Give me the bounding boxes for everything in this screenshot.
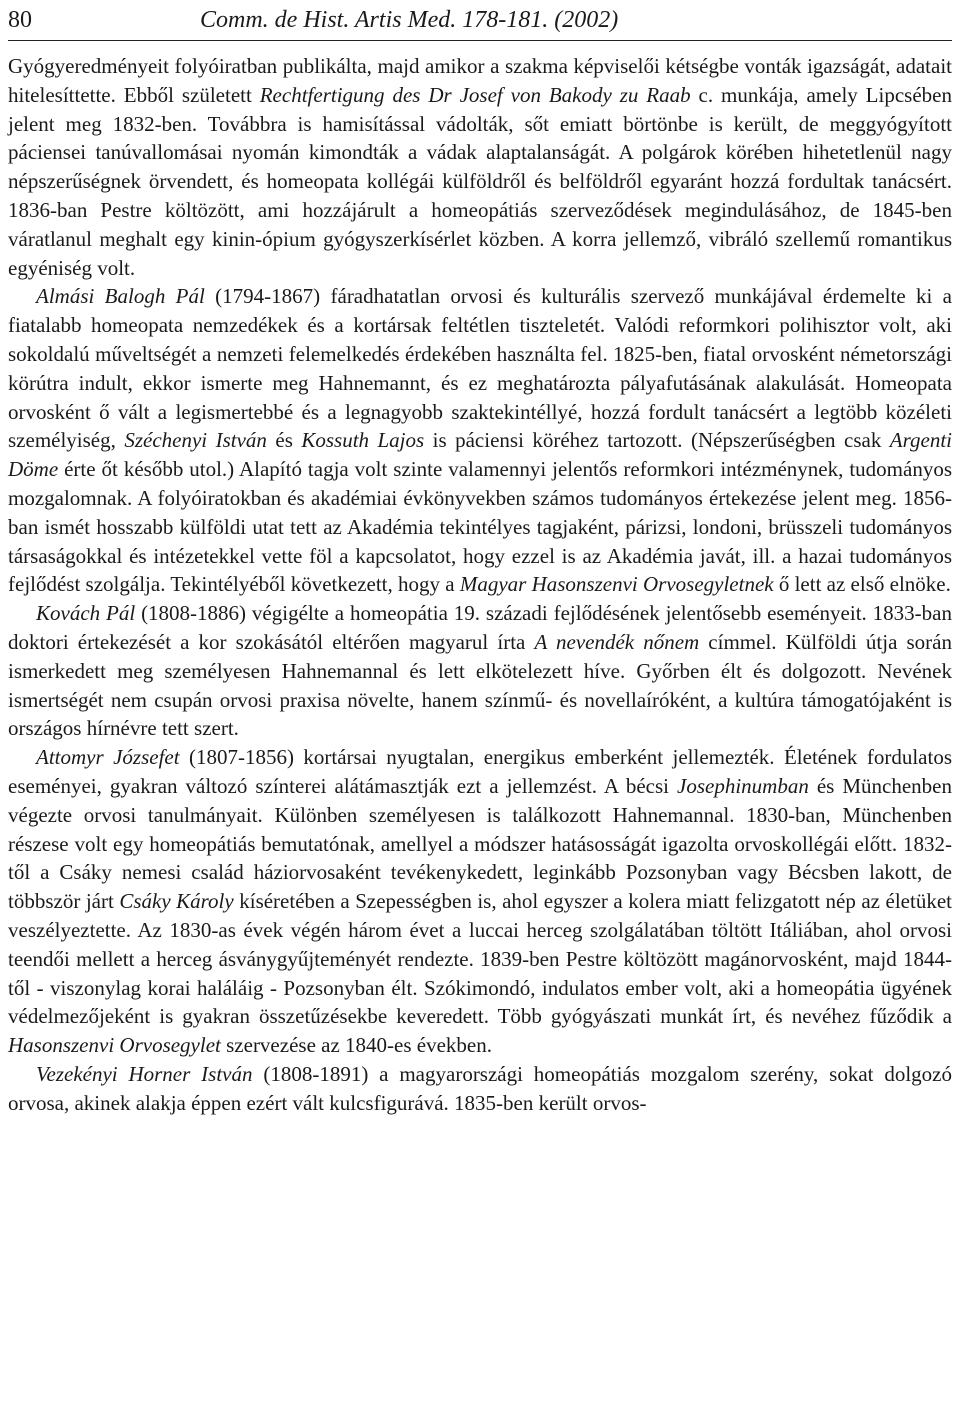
text-run: érte őt később utol.) Alapító tagja volt szinte valamennyi jelentős reformkori intézménynek, tudományos mozgalomnak. A folyóiratokban és akadémiai évkönyvekben számos tudományos értekezése jelent meg. 1856-ban ismét hosszabb külföldi utat tett az Akadémia tekintélyes tagjaként, párizsi, londoni, brüsszeli tudományos társaságokkal és intézetekkel vette föl a kapcsolatot, hogy ezzel is az Akadémia javát, ill. a hazai tudományos fejlődést szolgálja. Tekintélyéből következett, hogy a <box>8 457 952 597</box>
italic-run: Hasonszenvi Orvosegylet <box>8 1033 221 1058</box>
text-run: c. munkája, amely Lipcsében jelent meg 1832-ben. Továbbra is hamisítással vádolták, sőt emiatt börtönbe is került, de meggyógyított páciensei tanúvallomásai nyomán kimondták a vádak alaptalanságát. A polgárok körében hihetetlenül nagy népszerűségnek örvendett, és homeopata kollégái külföldről és belföldről egyaránt hozzá fordultak tanácsért. 1836-ban Pestre költözött, ami hozzájárult a homeopátiás szerveződések megindulásához, de 1845-ben váratlanul meghalt egy kinin-ópium gyógyszerkísérlet közben. A korra jellemző, vibráló szellemű romantikus egyéniség volt. <box>8 82 952 280</box>
italic-run: Csáky Károly <box>119 889 234 914</box>
text-run: szervezése az 1840-es években. <box>220 1033 492 1058</box>
text-run: (1808-1891) a magyarországi homeopátiás mozgalom szerény, sokat dolgozó orvosa, akinek alakja éppen ezért vált kulcsfigurává. 1835-ben került orvos- <box>8 1061 953 1115</box>
italic-run: Rechtfertigung des Dr Josef von Bakody zu Raab <box>259 82 691 107</box>
text-run: (1807-1856) kortársai nyugtalan, energikus emberként jellemezték. Életének fordulatos eseményei, gyakran változó színterei alátámasztják ezt a jellemzést. A bécsi <box>8 745 952 798</box>
body-text <box>8 52 952 1117</box>
paragraph <box>8 1060 952 1118</box>
italic-run: Attomyr Józsefet <box>36 745 180 770</box>
italic-run: Széchenyi István <box>124 428 267 453</box>
paragraph <box>8 282 952 599</box>
text-run: (1808-1886) végigélte a homeopátia 19. századi fejlődésének jelentősebb eseményeit. 1833-ban doktori értekezését a kor szokásától eltérően magyarul írta <box>8 601 952 654</box>
text-run: címmel. Külföldi útja során ismerkedett meg személyesen Hahnemannal és lett elkötelezett híve. Győrben élt és dolgozott. Nevének ismertségét nem csupán orvosi praxisa növelte, hanem színmű- és novellaíróként, a kultúra támogatójaként is országos hírnévre tett szert. <box>8 629 952 741</box>
page-number: 80 <box>8 7 32 33</box>
text-run: kíséretében a Szepességben is, ahol egyszer a kolera miatt felizgatott nép az életüket veszélyeztette. Az 1830-as évek végén három évet a luccai herceg szolgálatában töltött Itáliában, ahol orvosi teendői mellett a herceg ásványgyűjteményét rendezte. 1839-ben Pestre költözött magánorvosként, majd 1844-től - viszonylag korai haláláig - Pozsonyban élt. Szókimondó, indulatos ember volt, aki a homeopátia ügyének védelmezőjeként is gyakran összetűzésekbe keveredett. Több gyógyászati munkát írt, és nevéhez fűződik a <box>8 889 952 1029</box>
text-run: Gyógyeredményeit folyóiratban publikálta, majd amikor a szakma képviselői kétségbe vonták igazságát, adatait hitelesíttette. Ebből született <box>8 54 952 107</box>
running-title: Comm. de Hist. Artis Med. 178-181. (2002) <box>200 7 619 33</box>
italic-run: Magyar Hasonszenvi Orvosegyletnek <box>459 572 774 597</box>
paragraph <box>8 52 952 282</box>
italic-run: Kovách Pál <box>36 601 136 626</box>
paragraph <box>8 743 952 1060</box>
text-run: ő lett az első elnöke. <box>773 572 951 597</box>
text-run: is páciensi köréhez tartozott. (Népszerűségben csak <box>424 428 890 453</box>
italic-run: Josephinumban <box>677 773 809 798</box>
italic-run: A nevendék nőnem <box>534 629 700 654</box>
text-run: és <box>266 428 302 453</box>
italic-run: Argenti Döme <box>8 428 953 482</box>
italic-run: Almási Balogh Pál <box>36 284 205 309</box>
paragraph <box>8 599 952 743</box>
text-run: (1794-1867) fáradhatatlan orvosi és kulturális szervező munkájával érdemelte ki a fiatalabb homeopata nemzedékek és a kortársak feltétlen tiszteletét. Valódi reformkori polihisztor volt, aki sokoldalú műveltségét a nemzeti felemelkedés érdekében használta fel. 1825-ben, fiatal orvosként németországi körútra indult, ekkor ismerte meg Hahnemannt, és ez meghatározta pályafutásának alakulását. Homeopata orvosként ő vált a legismertebbé és a legnagyobb szaktekintéllyé, hozzá fordult tanácsért a legtöbb közéleti személyiség, <box>8 284 952 453</box>
italic-run: Kossuth Lajos <box>301 428 425 453</box>
text-run: és Münchenben végezte orvosi tanulmányait. Különben személyesen is találkozott Hahnemannal. 1830-ban, Münchenben részese volt egy homeopátiás bemutatónak, amellyel a módszer hatásosságát igazolta orvoskollégái előtt. 1832-től a Csáky nemesi család háziorvosaként tevékenykedett, leginkább Pozsonyban vagy Bécsben lakott, de többször járt <box>8 773 952 914</box>
page-header <box>8 0 952 41</box>
italic-run: Vezekényi Horner István <box>36 1061 253 1086</box>
